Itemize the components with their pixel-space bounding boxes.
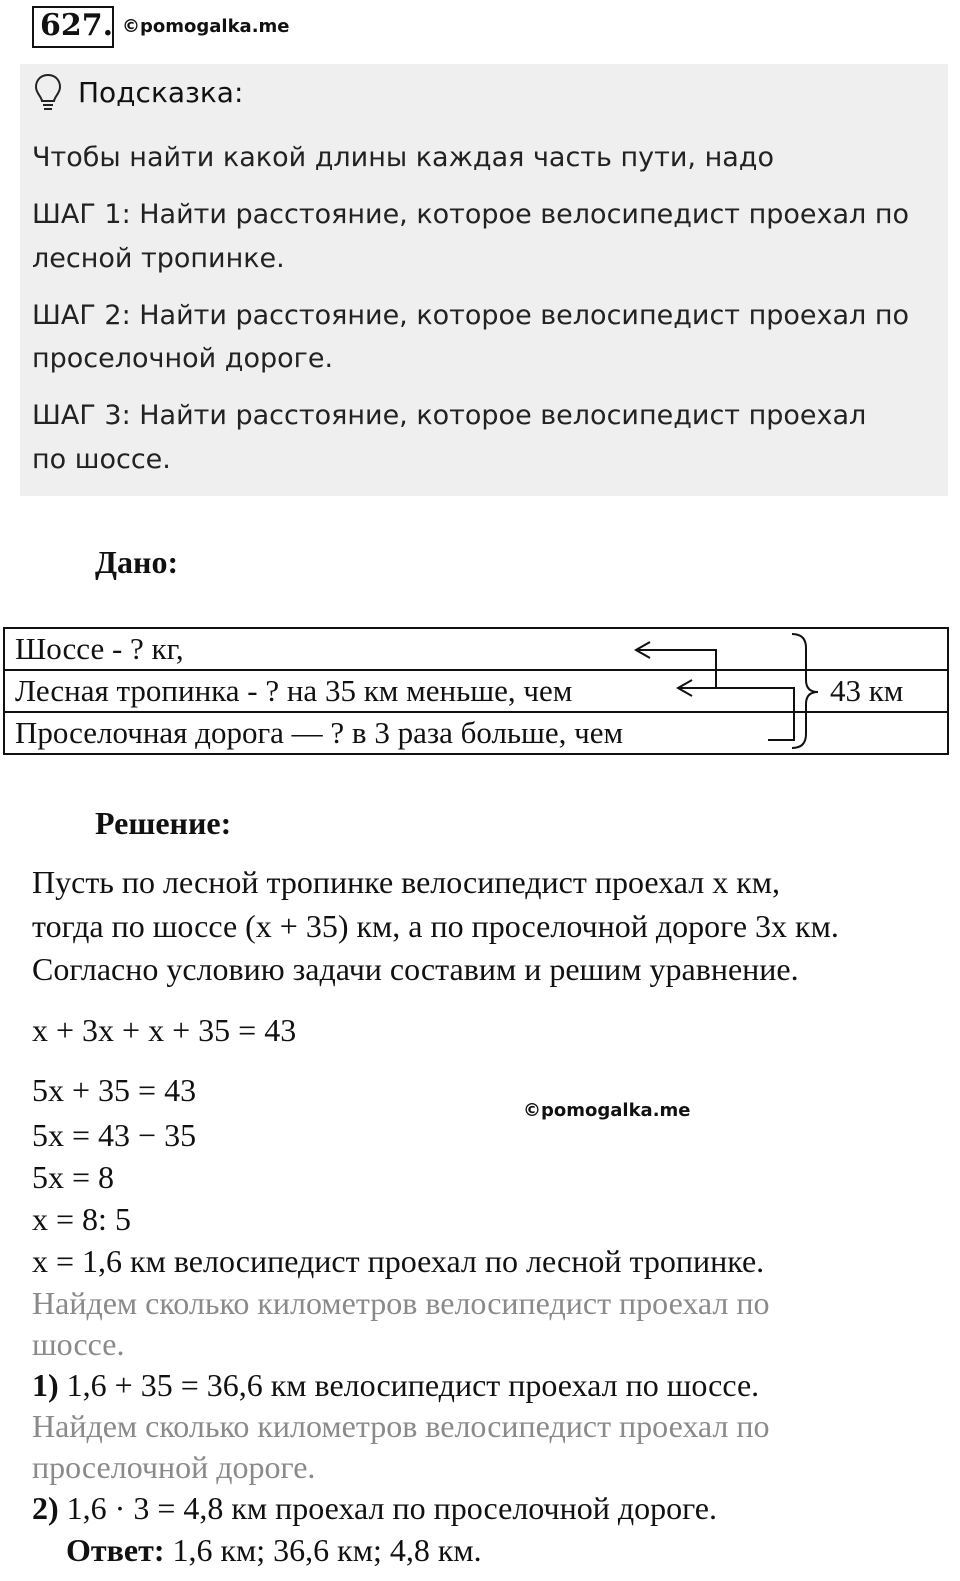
answer-text: 1,6 км; 36,6 км; 4,8 км. <box>164 1532 482 1568</box>
hint-line-5: проселочной дороге. <box>32 343 334 374</box>
question-2-line-1: Найдем сколько километров велосипедист проехал по <box>32 1408 770 1444</box>
step-1-number: 1) <box>32 1367 59 1403</box>
hint-line-6: ШАГ 3: Найти расстояние, которое велосипедист проехал <box>32 400 867 431</box>
total-distance: 43 км <box>830 673 904 708</box>
step-1 <box>32 1367 759 1404</box>
hint-line-3: лесной тропинке. <box>32 243 285 274</box>
connector-road <box>768 716 794 740</box>
given-heading: Дано: <box>95 544 179 580</box>
step-2-text: 1,6 · 3 = 4,8 км проехал по проселочной дороге. <box>58 1490 717 1526</box>
solution-intro-1: Пусть по лесной тропинке велосипедист проехал x км, <box>32 864 780 900</box>
hint-panel <box>20 64 948 496</box>
step-1-text: 1,6 + 35 = 36,6 км велосипедист проехал по шоссе. <box>58 1367 760 1403</box>
given-row-text: Шоссе - ? кг, <box>4 628 948 670</box>
hint-line-1: Чтобы найти какой длины каждая часть пути, надо <box>32 142 774 173</box>
question-1-line-1: Найдем сколько километров велосипедист проехал по <box>32 1285 770 1321</box>
solution-intro-2: тогда по шоссе (x + 35) км, а по проселочной дороге 3x км. <box>32 908 839 944</box>
answer-line <box>66 1532 482 1569</box>
equation-3: 5x = 43 − 35 <box>32 1117 197 1153</box>
answer-label: Ответ: <box>66 1532 165 1568</box>
hint-title: Подсказка: <box>78 76 244 109</box>
watermark-2: ©pomogalka.me <box>523 1100 691 1121</box>
hint-line-7: по шоссе. <box>32 444 171 475</box>
equation-2: 5x + 35 = 43 <box>32 1072 197 1108</box>
task-number: 627. <box>40 8 114 43</box>
given-row-text: Лесная тропинка - ? на 35 км меньше, чем <box>4 670 948 712</box>
hint-line-4: ШАГ 2: Найти расстояние, которое велосипедист проехал по <box>32 300 910 331</box>
hint-line-2: ШАГ 1: Найти расстояние, которое велосипедист проехал по <box>32 199 910 230</box>
question-1-line-2: шоссе. <box>32 1326 125 1362</box>
arrow-to-forest <box>680 688 794 716</box>
relation-arrows-diagram <box>600 630 840 755</box>
arrow-to-highway <box>638 650 716 676</box>
equation-4: 5x = 8 <box>32 1159 115 1195</box>
step-2 <box>32 1490 717 1527</box>
lightbulb-icon <box>32 72 64 114</box>
watermark: ©pomogalka.me <box>122 16 290 37</box>
equation-6: x = 1,6 км велосипедист проехал по лесной тропинке. <box>32 1243 765 1279</box>
solution-heading: Решение: <box>95 805 232 841</box>
given-row-text: Проселочная дорога — ? в 3 раза больше, чем <box>4 712 948 754</box>
equation-1: x + 3x + x + 35 = 43 <box>32 1012 297 1048</box>
total-brace <box>792 634 818 748</box>
equation-5: x = 8: 5 <box>32 1201 131 1237</box>
step-2-number: 2) <box>32 1490 59 1526</box>
solution-intro-3: Согласно условию задачи составим и решим уравнение. <box>32 951 799 987</box>
question-2-line-2: проселочной дороге. <box>32 1449 316 1485</box>
